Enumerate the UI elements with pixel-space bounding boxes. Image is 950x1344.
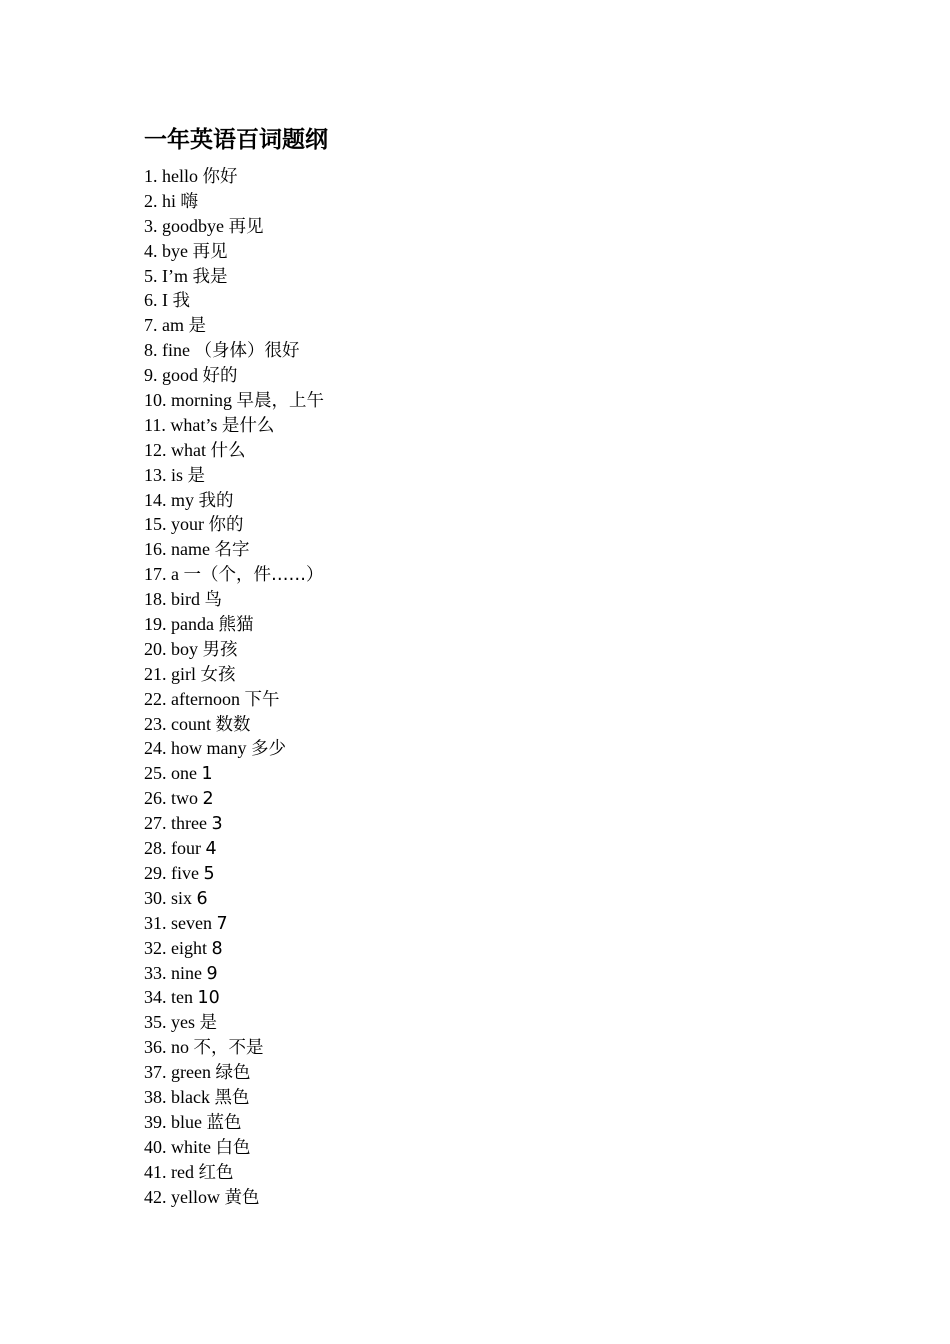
vocabulary-item bbox=[144, 1060, 324, 1085]
english-word: two bbox=[171, 788, 198, 809]
document-title: 一年英语百词题纲 bbox=[144, 127, 328, 153]
chinese-meaning: 再见 bbox=[228, 216, 264, 237]
vocabulary-item bbox=[144, 612, 324, 637]
english-word: three bbox=[171, 813, 207, 834]
chinese-meaning: 什么 bbox=[210, 440, 246, 461]
chinese-meaning: 是什么 bbox=[221, 415, 275, 436]
chinese-meaning: 7 bbox=[216, 913, 228, 934]
english-word: your bbox=[171, 514, 204, 535]
vocabulary-item bbox=[144, 1160, 324, 1185]
english-word: my bbox=[171, 489, 195, 510]
vocabulary-item bbox=[144, 687, 324, 712]
chinese-meaning: 你好 bbox=[202, 167, 238, 187]
english-word: is bbox=[171, 464, 184, 485]
english-word: am bbox=[162, 315, 184, 336]
chinese-meaning: 再见 bbox=[192, 241, 228, 262]
english-word: morning bbox=[171, 390, 232, 411]
chinese-meaning: （身体）很好 bbox=[194, 341, 300, 362]
vocabulary-item bbox=[144, 985, 324, 1010]
item-number: 32. bbox=[144, 937, 167, 958]
vocabulary-item bbox=[144, 313, 324, 338]
english-word: bird bbox=[171, 589, 200, 610]
vocabulary-item bbox=[144, 214, 324, 239]
vocabulary-item bbox=[144, 1035, 324, 1060]
english-word: one bbox=[171, 763, 197, 784]
item-number: 23. bbox=[144, 713, 167, 734]
english-word: no bbox=[171, 1037, 189, 1058]
english-word: name bbox=[171, 539, 210, 560]
vocabulary-item bbox=[144, 164, 324, 189]
chinese-meaning: 1 bbox=[201, 764, 213, 785]
item-number: 7. bbox=[144, 315, 158, 336]
vocabulary-item bbox=[144, 662, 324, 687]
vocabulary-item bbox=[144, 712, 324, 737]
english-word: I bbox=[162, 290, 168, 311]
english-word: fine bbox=[162, 340, 190, 361]
english-word: eight bbox=[171, 937, 207, 958]
item-number: 18. bbox=[144, 589, 167, 610]
item-number: 21. bbox=[144, 663, 167, 684]
english-word: ten bbox=[171, 987, 193, 1008]
chinese-meaning: 下午 bbox=[244, 689, 280, 710]
vocabulary-item bbox=[144, 189, 324, 214]
english-word: count bbox=[171, 713, 211, 734]
chinese-meaning: 黄色 bbox=[224, 1187, 260, 1208]
vocabulary-item bbox=[144, 413, 324, 438]
english-word: what’s bbox=[170, 414, 218, 435]
item-number: 1. bbox=[144, 166, 158, 186]
vocabulary-item bbox=[144, 239, 324, 264]
vocabulary-item bbox=[144, 463, 324, 488]
chinese-meaning: 8 bbox=[211, 938, 223, 959]
chinese-meaning: 10 bbox=[197, 988, 220, 1009]
item-number: 11. bbox=[144, 414, 166, 435]
english-word: yellow bbox=[171, 1186, 220, 1207]
vocabulary-item bbox=[144, 961, 324, 986]
english-word: blue bbox=[171, 1111, 202, 1132]
item-number: 39. bbox=[144, 1111, 167, 1132]
item-number: 33. bbox=[144, 962, 167, 983]
english-word: four bbox=[171, 838, 201, 859]
vocabulary-item bbox=[144, 288, 324, 313]
vocabulary-item bbox=[144, 1085, 324, 1110]
item-number: 36. bbox=[144, 1037, 167, 1058]
item-number: 40. bbox=[144, 1136, 167, 1157]
item-number: 42. bbox=[144, 1186, 167, 1207]
vocabulary-item bbox=[144, 562, 324, 587]
vocabulary-item bbox=[144, 512, 324, 537]
item-number: 10. bbox=[144, 390, 167, 411]
chinese-meaning: 男孩 bbox=[202, 639, 238, 660]
english-word: nine bbox=[171, 962, 202, 983]
english-word: black bbox=[171, 1086, 210, 1107]
chinese-meaning: 红色 bbox=[198, 1162, 234, 1183]
english-word: good bbox=[162, 365, 198, 386]
item-number: 38. bbox=[144, 1086, 167, 1107]
chinese-meaning: 黑色 bbox=[214, 1087, 250, 1108]
chinese-meaning: 多少 bbox=[251, 739, 286, 760]
chinese-meaning: 我是 bbox=[192, 266, 228, 287]
vocabulary-item bbox=[144, 786, 324, 811]
item-number: 28. bbox=[144, 838, 167, 859]
chinese-meaning: 早晨，上午 bbox=[236, 391, 324, 412]
english-word: girl bbox=[171, 663, 196, 684]
item-number: 29. bbox=[144, 862, 167, 883]
vocabulary-item bbox=[144, 388, 324, 413]
chinese-meaning: 数数 bbox=[215, 714, 251, 735]
english-word: panda bbox=[171, 614, 214, 635]
vocabulary-item bbox=[144, 1185, 324, 1210]
item-number: 17. bbox=[144, 564, 167, 585]
item-number: 13. bbox=[144, 464, 167, 485]
item-number: 27. bbox=[144, 813, 167, 834]
item-number: 15. bbox=[144, 514, 167, 535]
item-number: 16. bbox=[144, 539, 167, 560]
english-word: goodbye bbox=[162, 215, 224, 236]
item-number: 34. bbox=[144, 987, 167, 1008]
vocabulary-item bbox=[144, 537, 324, 562]
english-word: red bbox=[171, 1161, 194, 1182]
english-word: hello bbox=[162, 166, 198, 186]
english-word: five bbox=[171, 862, 199, 883]
chinese-meaning: 好的 bbox=[202, 366, 238, 387]
chinese-meaning: 白色 bbox=[215, 1137, 251, 1158]
vocabulary-item bbox=[144, 886, 324, 911]
vocabulary-item bbox=[144, 488, 324, 513]
vocabulary-item bbox=[144, 1010, 324, 1035]
chinese-meaning: 名字 bbox=[214, 540, 250, 561]
item-number: 8. bbox=[144, 340, 158, 361]
item-number: 4. bbox=[144, 240, 158, 261]
chinese-meaning: 蓝色 bbox=[206, 1112, 242, 1133]
item-number: 31. bbox=[144, 912, 167, 933]
chinese-meaning: 是 bbox=[188, 316, 206, 337]
item-number: 2. bbox=[144, 190, 158, 211]
vocabulary-item bbox=[144, 811, 324, 836]
item-number: 12. bbox=[144, 439, 167, 460]
item-number: 6. bbox=[144, 290, 158, 311]
chinese-meaning: 熊猫 bbox=[218, 615, 254, 636]
item-number: 22. bbox=[144, 688, 167, 709]
english-word: seven bbox=[171, 912, 212, 933]
chinese-meaning: 鸟 bbox=[204, 590, 222, 611]
vocabulary-item bbox=[144, 363, 324, 388]
english-word: boy bbox=[171, 638, 198, 659]
english-word: bye bbox=[162, 240, 188, 261]
item-number: 41. bbox=[144, 1161, 167, 1182]
vocabulary-item bbox=[144, 264, 324, 289]
chinese-meaning: 3 bbox=[211, 814, 223, 835]
item-number: 26. bbox=[144, 788, 167, 809]
vocabulary-item bbox=[144, 836, 324, 861]
vocabulary-item bbox=[144, 587, 324, 612]
vocabulary-item bbox=[144, 1110, 324, 1135]
item-number: 3. bbox=[144, 215, 158, 236]
vocabulary-item bbox=[144, 911, 324, 936]
item-number: 37. bbox=[144, 1062, 167, 1083]
vocabulary-item bbox=[144, 736, 324, 761]
vocabulary-item bbox=[144, 936, 324, 961]
chinese-meaning: 9 bbox=[206, 963, 218, 984]
english-word: how many bbox=[171, 738, 247, 759]
vocabulary-item bbox=[144, 637, 324, 662]
english-word: green bbox=[171, 1062, 211, 1083]
chinese-meaning: 是 bbox=[187, 465, 206, 486]
english-word: yes bbox=[171, 1012, 195, 1033]
english-word: white bbox=[171, 1136, 211, 1157]
chinese-meaning: 一（个，件……） bbox=[183, 565, 324, 586]
chinese-meaning: 4 bbox=[205, 839, 217, 860]
english-word: hi bbox=[162, 190, 177, 211]
item-number: 5. bbox=[144, 265, 158, 286]
item-number: 19. bbox=[144, 614, 167, 635]
item-number: 30. bbox=[144, 887, 167, 908]
vocabulary-item bbox=[144, 761, 324, 786]
item-number: 24. bbox=[144, 738, 167, 759]
chinese-meaning: 2 bbox=[202, 789, 214, 810]
vocabulary-item bbox=[144, 861, 324, 886]
item-number: 14. bbox=[144, 489, 167, 510]
item-number: 25. bbox=[144, 763, 167, 784]
chinese-meaning: 我的 bbox=[198, 490, 234, 511]
english-word: a bbox=[171, 564, 179, 585]
english-word: six bbox=[171, 887, 193, 908]
chinese-meaning: 绿色 bbox=[215, 1063, 251, 1084]
chinese-meaning: 6 bbox=[196, 888, 208, 909]
english-word: afternoon bbox=[171, 688, 240, 709]
vocabulary-item bbox=[144, 338, 324, 363]
item-number: 9. bbox=[144, 365, 158, 386]
chinese-meaning: 是 bbox=[199, 1013, 217, 1034]
chinese-meaning: 女孩 bbox=[200, 664, 236, 685]
chinese-meaning: 你的 bbox=[208, 515, 244, 536]
item-number: 35. bbox=[144, 1012, 167, 1033]
vocabulary-item bbox=[144, 1135, 324, 1160]
chinese-meaning: 不，不是 bbox=[193, 1038, 264, 1059]
chinese-meaning: 5 bbox=[203, 863, 215, 884]
chinese-meaning: 嗨 bbox=[180, 191, 199, 212]
english-word: I’m bbox=[162, 265, 188, 286]
vocabulary-list bbox=[144, 164, 324, 1209]
english-word: what bbox=[171, 439, 206, 460]
vocabulary-item bbox=[144, 438, 324, 463]
chinese-meaning: 我 bbox=[172, 291, 190, 312]
item-number: 20. bbox=[144, 638, 167, 659]
